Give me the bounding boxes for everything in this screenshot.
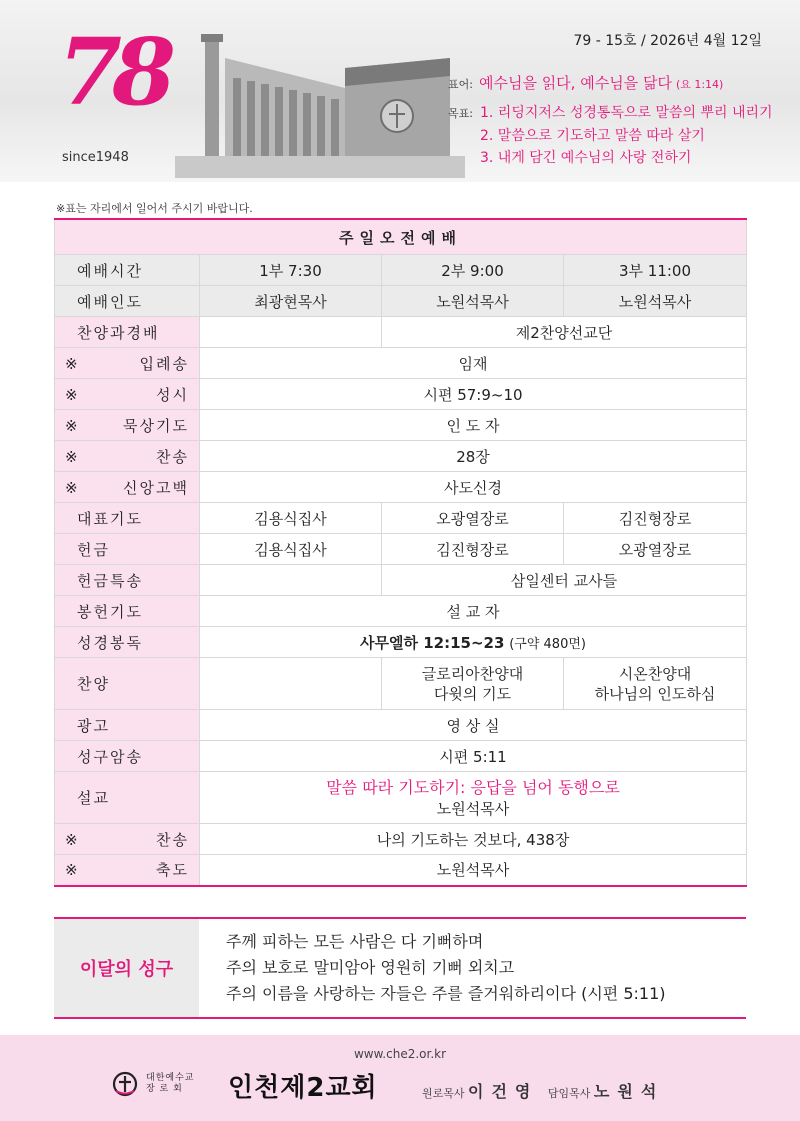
anthem-3 bbox=[564, 658, 747, 710]
leader-2: 노원석목사 bbox=[382, 286, 564, 317]
row-label: 헌금특송 bbox=[55, 565, 200, 596]
goal-item: 목표: 1. 리딩지저스 성경통독으로 말씀의 뿌리 내리기 bbox=[448, 102, 773, 125]
church-building-image bbox=[175, 28, 465, 178]
table-row bbox=[55, 741, 747, 772]
since-year: since1948 bbox=[62, 150, 129, 165]
row-label: ※축도 bbox=[55, 855, 200, 886]
verse-line: 주의 보호로 말미암아 영원히 기뻐 외치고 bbox=[226, 958, 515, 977]
emeritus-label: 원로목사 bbox=[422, 1087, 465, 1100]
monthly-verse-box bbox=[54, 917, 746, 1019]
denomination: 대한예수교 장 로 회 bbox=[146, 1073, 195, 1094]
table-row bbox=[55, 824, 747, 855]
row-label: 예배인도 bbox=[55, 286, 200, 317]
motto bbox=[448, 72, 723, 93]
table-row bbox=[55, 286, 747, 317]
bulletin-header bbox=[0, 0, 800, 182]
memory-verse-value: 시편 5:11 bbox=[200, 741, 747, 772]
offering-1: 김용식집사 bbox=[200, 534, 382, 565]
goal-item: 2. 말씀으로 기도하고 말씀 따라 살기 bbox=[480, 128, 705, 144]
issue-info: 79 - 15호 / 2026년 4월 12일 bbox=[573, 33, 762, 49]
row-label: 찬양 bbox=[55, 658, 200, 710]
table-row bbox=[55, 441, 747, 472]
anthem-title: 다윗의 기도 bbox=[433, 684, 512, 703]
senior-pastor-label: 담임목사 bbox=[547, 1087, 591, 1100]
goals bbox=[448, 102, 773, 169]
leader-1: 최광현목사 bbox=[200, 286, 382, 317]
row-label: ※성시 bbox=[55, 379, 200, 410]
anniversary-number: 78 bbox=[58, 18, 167, 126]
row-label: 예배시간 bbox=[55, 255, 200, 286]
table-row bbox=[55, 410, 747, 441]
row-label: 대표기도 bbox=[55, 503, 200, 534]
table-row bbox=[55, 503, 747, 534]
verse-line: 주께 피하는 모든 사람은 다 기뻐하며 bbox=[226, 932, 484, 951]
row-label: 헌금 bbox=[55, 534, 200, 565]
row-label: 광고 bbox=[55, 710, 200, 741]
sermon-title: 말씀 따라 기도하기: 응답을 넘어 동행으로 bbox=[326, 777, 620, 797]
church-website-link[interactable]: www.che2.or.kr bbox=[353, 1047, 447, 1061]
benediction-value: 노원석목사 bbox=[200, 855, 747, 886]
silent-prayer-value: 인 도 자 bbox=[200, 410, 747, 441]
offering-prayer-value: 설 교 자 bbox=[200, 596, 747, 627]
goals-label: 목표: bbox=[448, 107, 473, 120]
table-row bbox=[55, 534, 747, 565]
praise-1 bbox=[200, 317, 382, 348]
hymn-2-value: 나의 기도하는 것보다, 438장 bbox=[200, 824, 747, 855]
table-title-row bbox=[55, 219, 747, 255]
row-label: 봉헌기도 bbox=[55, 596, 200, 627]
announcements-value: 영 상 실 bbox=[200, 710, 747, 741]
anthem-1 bbox=[200, 658, 382, 710]
table-row bbox=[55, 255, 747, 286]
leader-3: 노원석목사 bbox=[564, 286, 747, 317]
table-row bbox=[55, 348, 747, 379]
row-label: 설교 bbox=[55, 772, 200, 824]
table-row bbox=[55, 379, 747, 410]
motto-label: 표어: bbox=[448, 78, 473, 91]
service-time-2: 2부 9:00 bbox=[382, 255, 564, 286]
offering-3: 오광열장로 bbox=[564, 534, 747, 565]
row-label: 성구암송 bbox=[55, 741, 200, 772]
row-label: 성경봉독 bbox=[55, 627, 200, 658]
prayer-2: 오광열장로 bbox=[382, 503, 564, 534]
call-to-worship-value: 시편 57:9~10 bbox=[200, 379, 747, 410]
table-row bbox=[55, 472, 747, 503]
scripture-value bbox=[200, 627, 747, 658]
service-time-3: 3부 11:00 bbox=[564, 255, 747, 286]
church-name: 인천제2교회 bbox=[228, 1073, 378, 1103]
choir-name: 시온찬양대 bbox=[618, 664, 692, 683]
monthly-verse-label: 이달의 성구 bbox=[54, 919, 199, 1017]
anthem-title: 하나님의 인도하심 bbox=[594, 684, 716, 703]
table-row bbox=[55, 565, 747, 596]
offering-special-2-3: 삼일센터 교사들 bbox=[382, 565, 747, 596]
row-label: ※찬송 bbox=[55, 441, 200, 472]
standing-notice: ※표는 자리에서 일어서 주시기 바랍니다. bbox=[56, 202, 253, 215]
motto-reference: (요 1:14) bbox=[675, 78, 724, 91]
motto-text: 예수님을 읽다, 예수님을 닮다 bbox=[478, 74, 672, 92]
table-row bbox=[55, 658, 747, 710]
scripture-reference: 사무엘하 12:15~23 bbox=[360, 633, 505, 652]
table-row bbox=[55, 317, 747, 348]
table-row bbox=[55, 627, 747, 658]
goal-item: 3. 내게 담긴 예수님의 사랑 전하기 bbox=[480, 150, 692, 166]
hymn-1-value: 28장 bbox=[200, 441, 747, 472]
row-label: ※입례송 bbox=[55, 348, 200, 379]
church-logo-icon bbox=[112, 1071, 138, 1097]
row-label: ※묵상기도 bbox=[55, 410, 200, 441]
creed-value: 사도신경 bbox=[200, 472, 747, 503]
prelude-value: 임재 bbox=[200, 348, 747, 379]
prayer-3: 김진형장로 bbox=[564, 503, 747, 534]
table-row bbox=[55, 710, 747, 741]
preacher-name: 노원석목사 bbox=[436, 799, 510, 818]
table-row bbox=[55, 772, 747, 824]
choir-name: 글로리아찬양대 bbox=[421, 664, 524, 683]
verse-line: 주의 이름을 사랑하는 자들은 주를 즐거워하리이다 (시편 5:11) bbox=[226, 984, 666, 1003]
scripture-page: (구약 480면) bbox=[509, 636, 586, 652]
prayer-1: 김용식집사 bbox=[200, 503, 382, 534]
bulletin-footer bbox=[0, 1035, 800, 1121]
emeritus-pastor-name: 이건영 bbox=[468, 1082, 539, 1101]
service-title: 주일오전예배 bbox=[55, 219, 747, 255]
praise-2-3: 제2찬양선교단 bbox=[382, 317, 747, 348]
monthly-verse-text bbox=[226, 929, 666, 1007]
row-label: ※찬송 bbox=[55, 824, 200, 855]
anthem-2 bbox=[382, 658, 564, 710]
offering-2: 김진형장로 bbox=[382, 534, 564, 565]
table-row bbox=[55, 596, 747, 627]
senior-pastor-name: 노원석 bbox=[593, 1082, 665, 1101]
service-time-1: 1부 7:30 bbox=[200, 255, 382, 286]
row-label: 찬양과경배 bbox=[55, 317, 200, 348]
row-label: ※신앙고백 bbox=[55, 472, 200, 503]
table-row bbox=[55, 855, 747, 886]
sermon-value bbox=[200, 772, 747, 824]
offering-special-1 bbox=[200, 565, 382, 596]
order-of-service-table bbox=[54, 218, 747, 887]
pastors bbox=[422, 1079, 670, 1102]
